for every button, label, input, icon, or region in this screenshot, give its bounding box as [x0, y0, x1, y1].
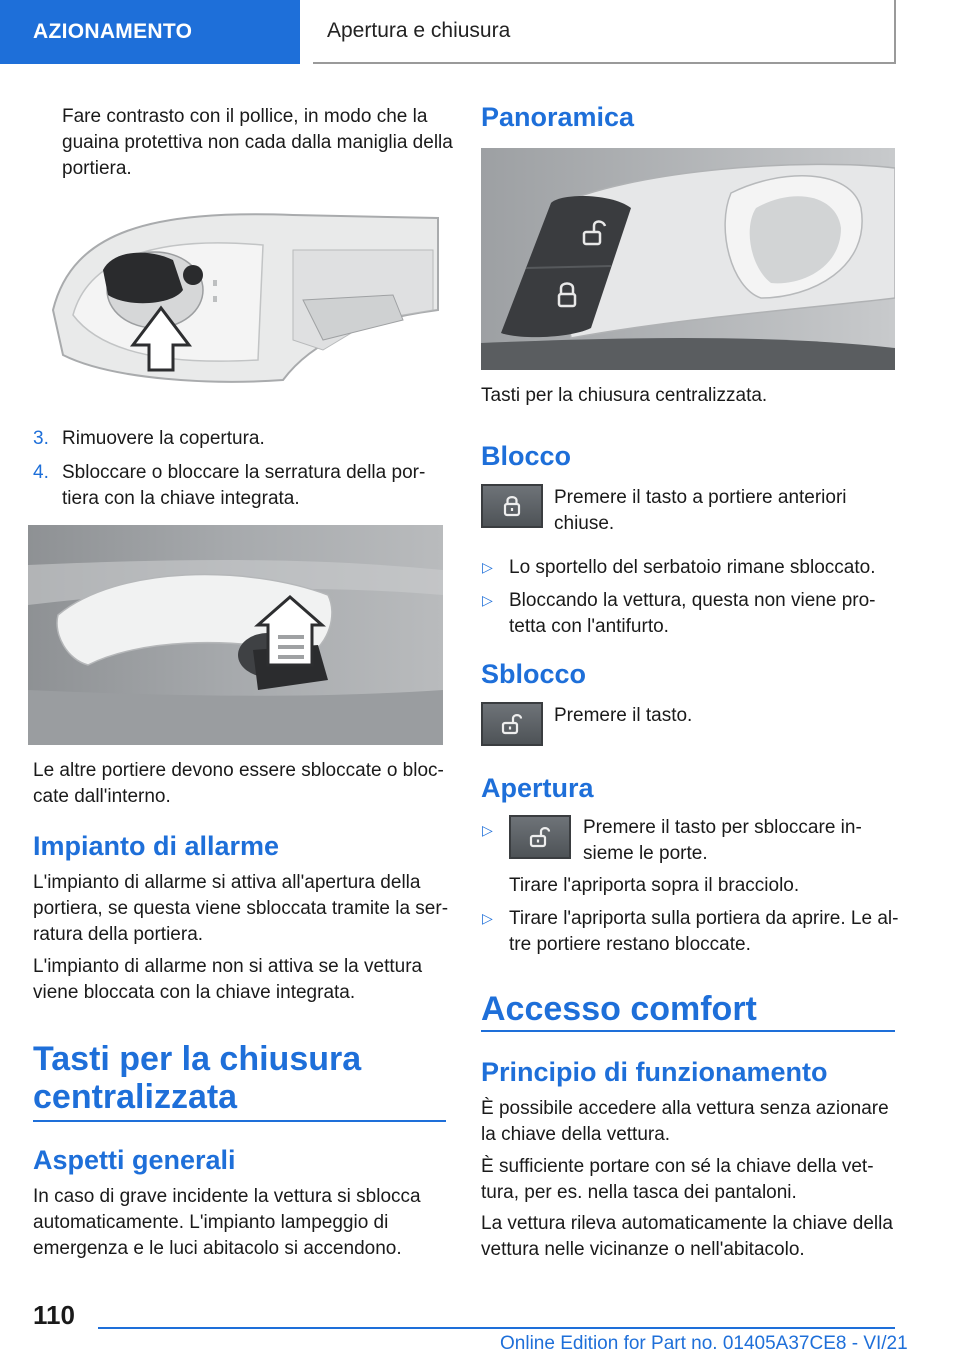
lock-bullet-2-line-1: Bloccando la vettura, questa non viene pro- [509, 590, 876, 611]
page-number: 110 [33, 1300, 75, 1330]
footer-rule [98, 1327, 895, 1329]
alarm-p1-line-2: portiera, se questa viene sbloccata tramite la ser- [33, 898, 449, 919]
lock-text-line-2: chiuse. [554, 513, 615, 534]
intro-line-3: portiera. [62, 158, 132, 179]
key-in-lock-illustration [28, 525, 443, 745]
unlock-text: Premere il tasto. [554, 705, 693, 726]
bullet-icon: ▷ [482, 559, 493, 575]
overview-heading: Panoramica [481, 102, 635, 132]
opening-bullet-1-extra: Tirare l'apriporta sopra il bracciolo. [509, 875, 800, 896]
lock-open-icon [527, 824, 553, 850]
alarm-heading: Impianto di allarme [33, 831, 280, 861]
comfort-access-heading: Accesso comfort [481, 990, 757, 1028]
lock-bullet-1: Lo sportello del serbatoio rimane sbloccato. [509, 557, 876, 578]
bullet-icon: ▷ [482, 592, 493, 608]
comfort-p1-line-1: È possibile accedere alla vettura senza azionare [481, 1098, 889, 1119]
general-heading: Aspetti generali [33, 1145, 236, 1175]
unlock-button-image [481, 702, 543, 746]
step-3-text: Rimuovere la copertura. [62, 428, 265, 449]
opening-heading: Apertura [481, 773, 594, 803]
opening-bullet-2-line-2: tre portiere restano bloccate. [509, 934, 751, 955]
lock-open-icon [499, 711, 525, 737]
central-lock-heading-line-1: Tasti per la chiusura [33, 1040, 362, 1078]
comfort-p1-line-2: la chiave della vettura. [481, 1124, 671, 1145]
door-handle-cover-photo [33, 190, 445, 410]
central-locking-buttons-photo [481, 148, 895, 370]
chapter-title: Apertura e chiusura [327, 19, 511, 42]
alarm-p2-line-1: L'impianto di allarme non si attiva se la vettura [33, 956, 423, 977]
lock-bullet-2-line-2: tetta con l'antifurto. [509, 616, 669, 637]
lock-closed-icon [499, 493, 525, 519]
section-title: AZIONAMENTO [33, 20, 193, 43]
step-4-number: 4. [33, 462, 49, 483]
central-locking-buttons-illustration [481, 148, 895, 370]
opening-bullet-1-line-1: Premere il tasto per sbloccare in- [583, 817, 862, 838]
unlock-heading: Sblocco [481, 659, 587, 689]
opening-bullet-2-line-1: Tirare l'apriporta sulla portiera da aprire. Le al- [509, 908, 899, 929]
central-lock-heading-line-2: centralizzata [33, 1078, 238, 1116]
section-rule-right [481, 1030, 895, 1032]
comfort-p2-line-2: tura, per es. nella tasca dei pantaloni. [481, 1182, 797, 1203]
key-in-lock-photo [28, 525, 443, 745]
lock-text-line-1: Premere il tasto a portiere anteriori [554, 487, 847, 508]
lock-heading: Blocco [481, 441, 572, 471]
door-handle-cover-illustration [33, 190, 445, 410]
alarm-p2-line-2: viene bloccata con la chiave integrata. [33, 982, 356, 1003]
general-line-2: automaticamente. L'impianto lampeggio di [33, 1212, 389, 1233]
intro-line-2: guaina protettiva non cada dalla maniglia della [62, 132, 453, 153]
alarm-p1-line-1: L'impianto di allarme si attiva all'apertura della [33, 872, 421, 893]
comfort-p2-line-1: È sufficiente portare con sé la chiave della vet- [481, 1156, 874, 1177]
comfort-p3-line-2: vettura nelle vicinanze o nell'abitacolo. [481, 1239, 805, 1260]
general-line-3: emergenza e le luci abitacolo si accendono. [33, 1238, 402, 1259]
chapter-header [313, 0, 896, 64]
opening-button-image [509, 815, 571, 859]
bullet-icon: ▷ [482, 910, 493, 926]
principle-heading: Principio di funzionamento [481, 1057, 828, 1087]
section-rule-left [33, 1120, 446, 1122]
step-3-number: 3. [33, 428, 49, 449]
general-line-1: In caso di grave incidente la vettura si sblocca [33, 1186, 421, 1207]
edition-info: Online Edition for Part no. 01405A37CE8 - VI/21 [500, 1333, 908, 1354]
comfort-p3-line-1: La vettura rileva automaticamente la chiave della [481, 1213, 893, 1234]
other-doors-line-2: cate dall'interno. [33, 786, 171, 807]
alarm-p1-line-3: ratura della portiera. [33, 924, 204, 945]
opening-bullet-1-line-2: sieme le porte. [583, 843, 708, 864]
other-doors-line-1: Le altre portiere devono essere sbloccate o bloc- [33, 760, 444, 781]
section-tab [0, 0, 300, 64]
overview-caption: Tasti per la chiusura centralizzata. [481, 385, 768, 406]
bullet-icon: ▷ [482, 822, 493, 838]
intro-line-1: Fare contrasto con il pollice, in modo che la [62, 106, 428, 127]
step-4-text-line-2: tiera con la chiave integrata. [62, 488, 300, 509]
lock-button-image [481, 484, 543, 528]
step-4-text-line-1: Sbloccare o bloccare la serratura della por- [62, 462, 426, 483]
